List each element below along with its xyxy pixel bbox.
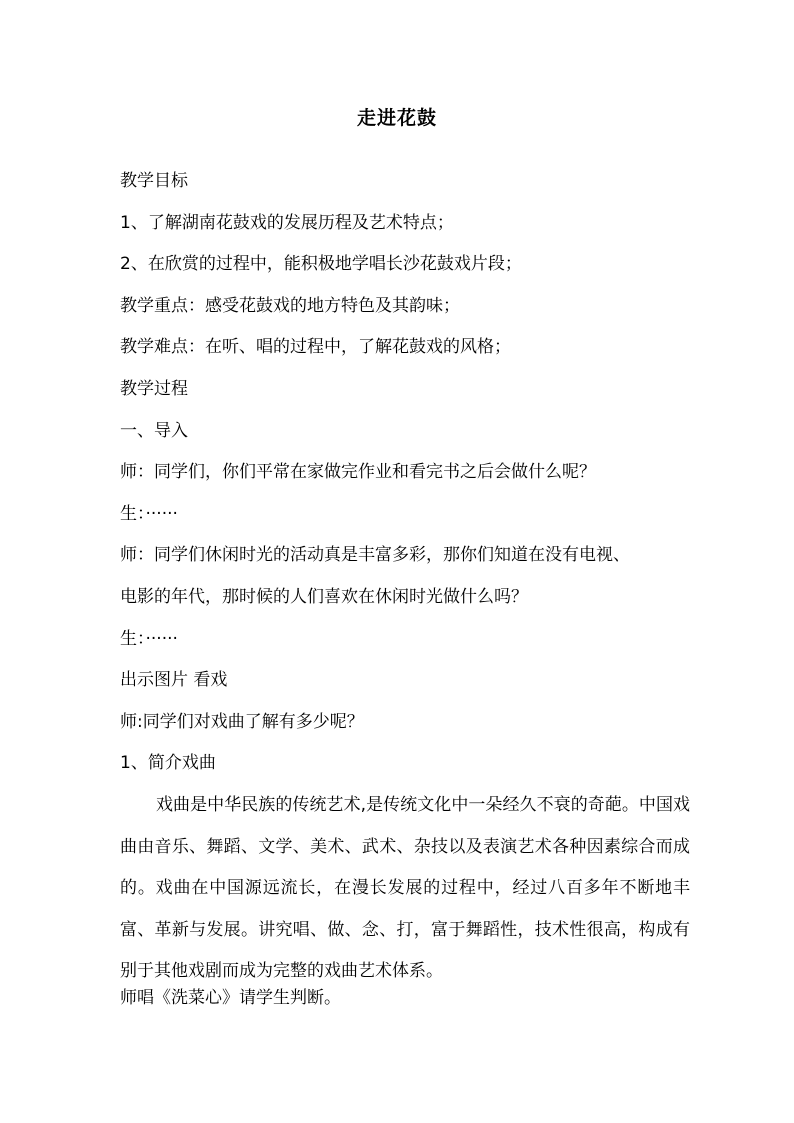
subsection-opera-intro: 1、简介戏曲: [120, 753, 216, 774]
section-introduction: 一、导入: [120, 420, 188, 441]
dialogue-teacher-2-line-2: 电影的年代，那时候的人们喜欢在休闲时光做什么吗？: [120, 586, 528, 607]
closing-line: 师唱《洗菜心》请学生判断。: [120, 987, 341, 1008]
dialogue-teacher-3: 师:同学们对戏曲了解有多少呢？: [120, 711, 364, 732]
heading-teaching-process: 教学过程: [120, 378, 188, 399]
teaching-difficulty: 教学难点：在听、唱的过程中，了解花鼓戏的风格；: [120, 337, 511, 358]
dialogue-student-2: 生：······: [120, 628, 178, 649]
objective-item-2: 2、在欣赏的过程中，能积极地学唱长沙花鼓戏片段；: [120, 254, 522, 275]
heading-teaching-objectives: 教学目标: [120, 171, 188, 191]
show-picture-note: 出示图片 看戏: [120, 670, 228, 691]
dialogue-student-1: 生：······: [120, 503, 178, 524]
document-body: [120, 168, 690, 1026]
teaching-key-point: 教学重点：感受花鼓戏的地方特色及其韵味；: [120, 295, 460, 316]
dialogue-teacher-1: 师：同学们，你们平常在家做完作业和看完书之后会做什么呢？: [120, 462, 596, 483]
objective-item-1: 1、了解湖南花鼓戏的发展历程及艺术特点；: [120, 212, 454, 233]
dialogue-teacher-2-line-1: 师：同学们休闲时光的活动真是丰富多彩，那你们知道在没有电视、: [120, 545, 630, 566]
document-title: 走进花鼓: [356, 107, 437, 129]
opera-intro-paragraph: 戏曲是中华民族的传统艺术,是传统文化中一朵经久不衰的奇葩。中国戏曲由音乐、舞蹈、文学、美术、武术、杂技以及表演艺术各种因素综合而成的。戏曲在中国源远流长，在漫长发展的过程中，经过八百多年不断地丰富、革新与发展。讲究唱、做、念、打，富于舞蹈性，技术性很高，构成有别于其他戏剧而成为完整的戏曲艺术体系。: [120, 794, 690, 982]
